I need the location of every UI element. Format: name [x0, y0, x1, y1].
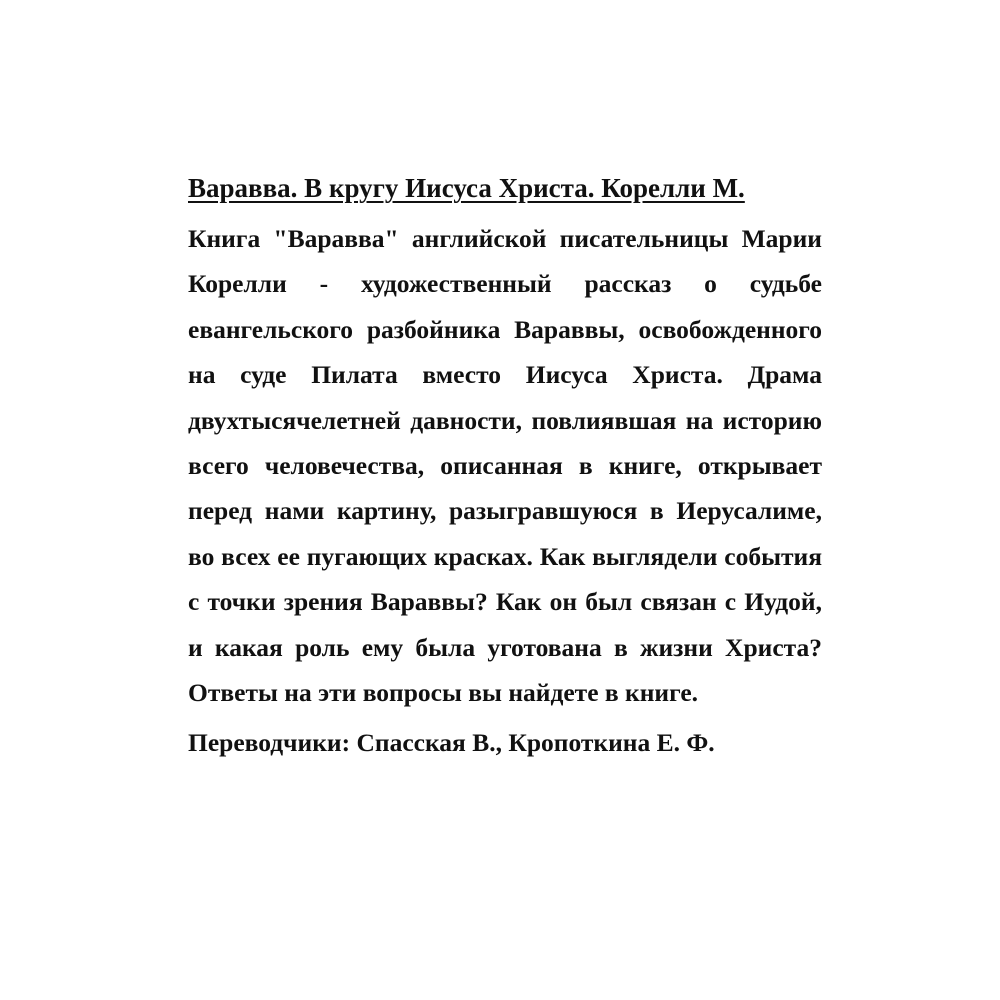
book-title: Варавва. В кругу Иисуса Христа. Корелли М.	[188, 173, 745, 203]
book-description: Книга "Варавва" английской писательницы Марии Корелли - художественный рассказ о судьбе евангельского разбойника Вараввы, освобожденного на суде Пилата вместо Иисуса Христа. Драма двухтысячелетней давности, повлиявшая на историю всего человечества, описанная в книге, открывает перед нами картину, разыгравшуюся в Иерусалиме, во всех ее пугающих красках. Как выглядели события с точки зрения Вараввы? Как он был связан с Иудой, и какая роль ему была уготована в жизни Христа? Ответы на эти вопросы вы найдете в книге.	[188, 224, 822, 708]
translators-line: Переводчики: Спасская В., Кропоткина Е. Ф.	[188, 728, 715, 758]
book-annotation	[188, 166, 822, 765]
